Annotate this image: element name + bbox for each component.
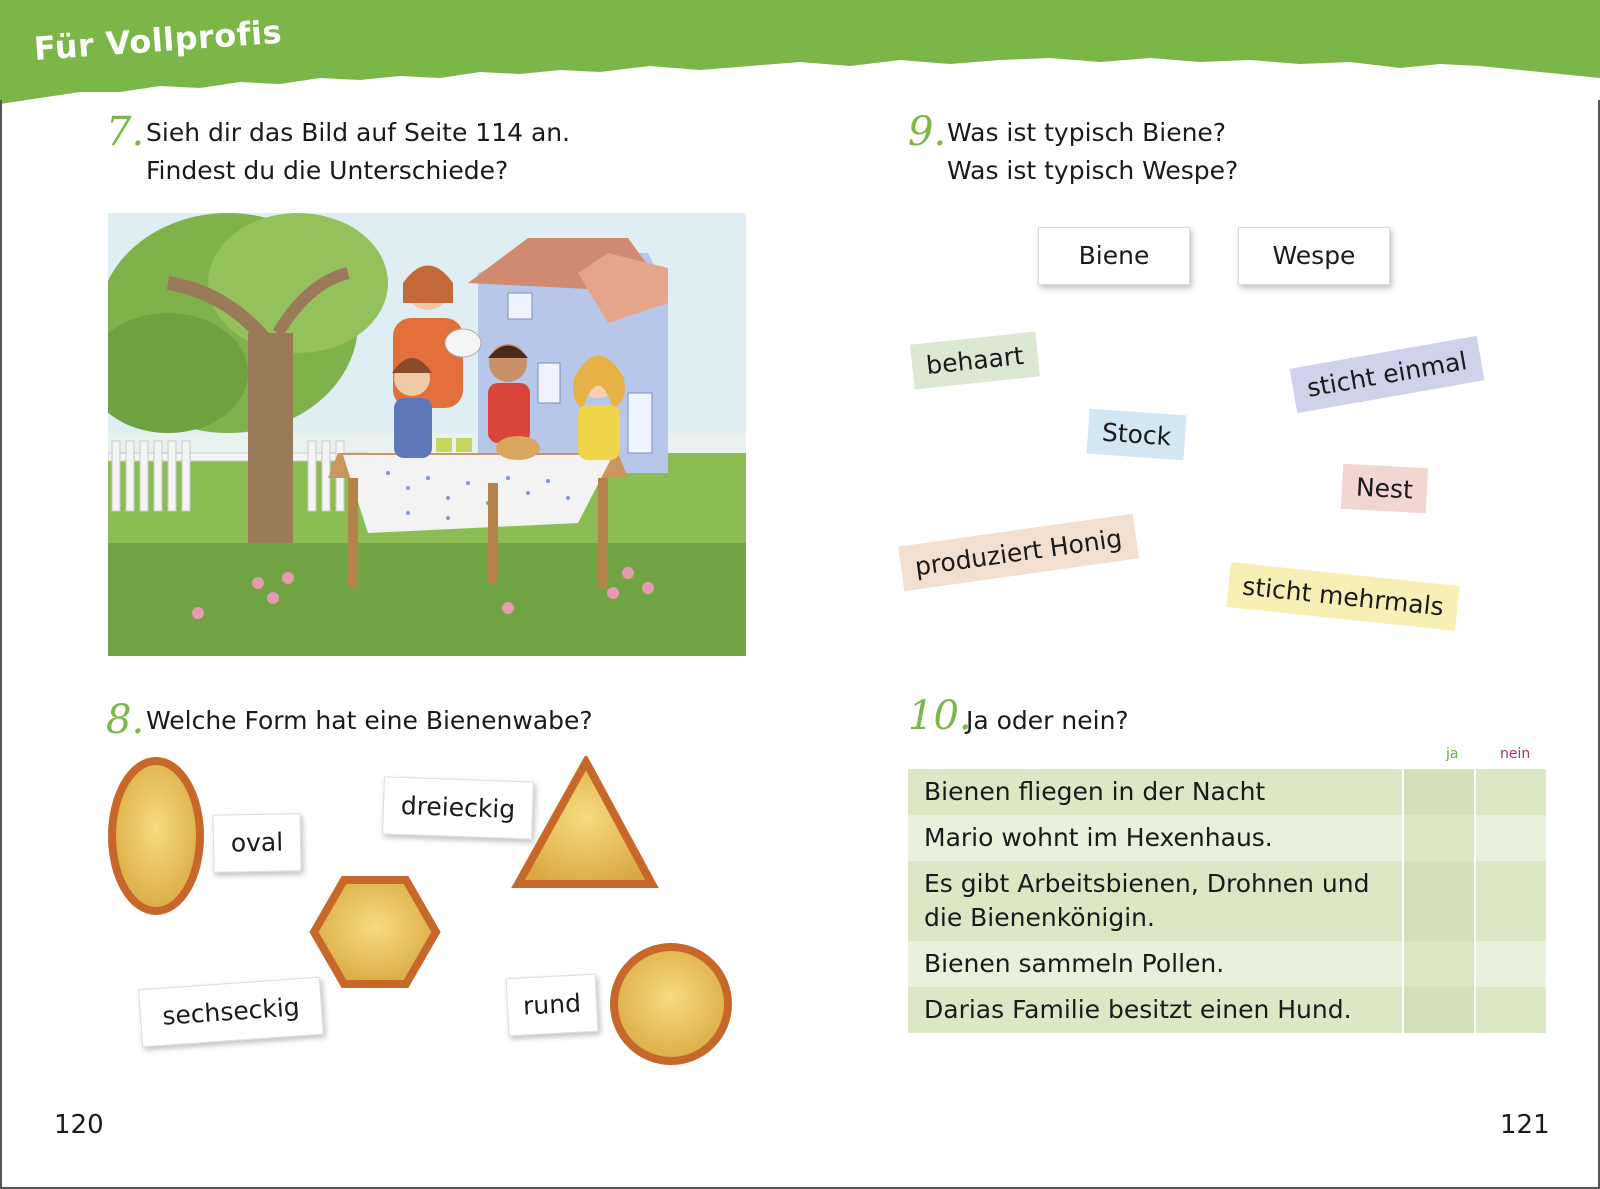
checkbox-ja[interactable] bbox=[1404, 861, 1474, 941]
chip-stock[interactable]: Stock bbox=[1087, 409, 1187, 461]
checkbox-ja[interactable] bbox=[1404, 987, 1474, 1033]
task-8-number: 8. bbox=[106, 697, 145, 743]
chip-sticht-einmal[interactable]: sticht einmal bbox=[1290, 336, 1485, 413]
statement-text: Es gibt Arbeitsbienen, Drohnen und die Bienenkönigin. bbox=[908, 861, 1402, 941]
label-dreieckig[interactable]: dreieckig bbox=[382, 776, 534, 839]
task-7-text bbox=[146, 114, 570, 190]
chip-behaart[interactable]: behaart bbox=[910, 332, 1040, 390]
label-oval[interactable]: oval bbox=[213, 813, 302, 873]
task-8-question: Welche Form hat eine Bienenwabe? bbox=[146, 706, 593, 735]
task-7-line-2: Findest du die Unterschiede? bbox=[146, 156, 509, 185]
task-9-number: 9. bbox=[908, 109, 947, 155]
column-header-nein: nein bbox=[1500, 746, 1531, 762]
task-10-number: 10. bbox=[908, 693, 972, 739]
box-biene[interactable]: Biene bbox=[1038, 227, 1190, 285]
checkbox-ja[interactable] bbox=[1404, 941, 1474, 987]
checkbox-nein[interactable] bbox=[1476, 941, 1546, 987]
box-wespe[interactable]: Wespe bbox=[1238, 227, 1390, 285]
checkbox-nein[interactable] bbox=[1476, 861, 1546, 941]
task-9-line-1: Was ist typisch Biene? bbox=[947, 118, 1227, 147]
page-number-left: 120 bbox=[54, 1110, 104, 1140]
task-7-number: 7. bbox=[106, 109, 145, 155]
task-9-text bbox=[947, 114, 1238, 190]
statement-text: Darias Familie besitzt einen Hund. bbox=[908, 987, 1402, 1033]
banner-title: Für Vollprofis bbox=[32, 12, 284, 68]
label-rund[interactable]: rund bbox=[506, 974, 599, 1037]
checkbox-nein[interactable] bbox=[1476, 815, 1546, 861]
table-row bbox=[908, 815, 1546, 861]
label-sechseckig[interactable]: sechseckig bbox=[138, 977, 324, 1048]
statement-text: Mario wohnt im Hexenhaus. bbox=[908, 815, 1402, 861]
triangle-shape bbox=[518, 762, 652, 884]
page-border-left bbox=[0, 100, 2, 1189]
yes-no-table bbox=[908, 769, 1546, 1033]
column-header-ja: ja bbox=[1446, 746, 1459, 762]
chip-nest[interactable]: Nest bbox=[1341, 464, 1428, 513]
table-row bbox=[908, 861, 1546, 941]
task-9-line-2: Was ist typisch Wespe? bbox=[947, 156, 1239, 185]
checkbox-ja[interactable] bbox=[1404, 815, 1474, 861]
statement-text: Bienen sammeln Pollen. bbox=[908, 941, 1402, 987]
table-row bbox=[908, 769, 1546, 815]
checkbox-nein[interactable] bbox=[1476, 769, 1546, 815]
checkbox-ja[interactable] bbox=[1404, 769, 1474, 815]
circle-shape bbox=[614, 947, 728, 1061]
chip-sticht-mehrmals[interactable]: sticht mehrmals bbox=[1226, 562, 1460, 631]
checkbox-nein[interactable] bbox=[1476, 987, 1546, 1033]
page-number-right: 121 bbox=[1500, 1110, 1550, 1140]
statement-text: Bienen fliegen in der Nacht bbox=[908, 769, 1402, 815]
table-row bbox=[908, 987, 1546, 1033]
task-7-line-1: Sieh dir das Bild auf Seite 114 an. bbox=[146, 118, 571, 147]
oval-shape bbox=[112, 761, 200, 911]
table-row bbox=[908, 941, 1546, 987]
task-10-question: Ja oder nein? bbox=[966, 706, 1129, 735]
hexagon-shape bbox=[314, 880, 436, 984]
chip-produziert-honig[interactable]: produziert Honig bbox=[898, 514, 1139, 592]
garden-scene-illustration bbox=[108, 213, 746, 656]
